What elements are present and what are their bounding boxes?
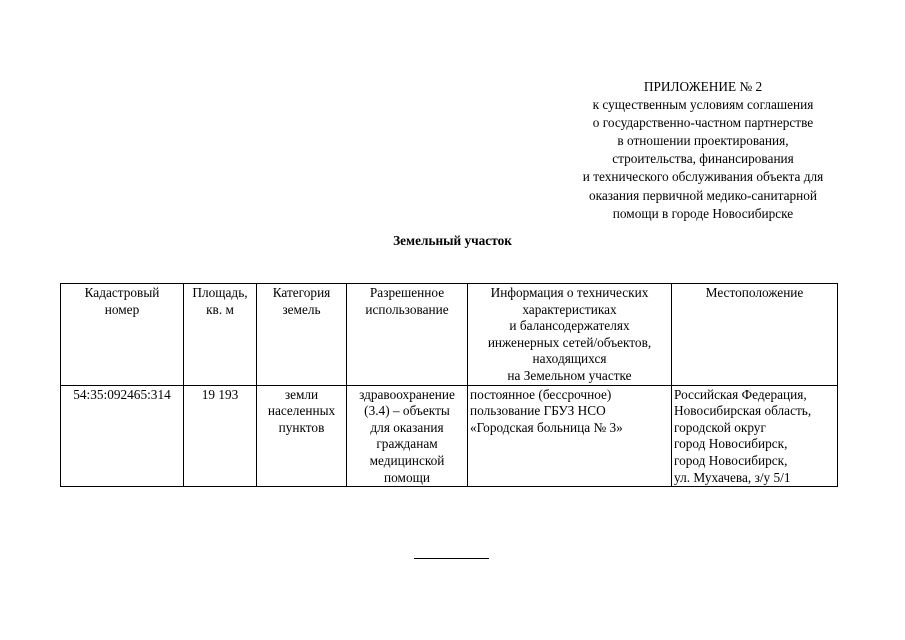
header-location: Местоположение <box>672 284 838 386</box>
appendix-line: в отношении проектирования, <box>617 133 789 149</box>
appendix-line: к существенным условиям соглашения <box>592 97 814 113</box>
header-cadastral-number: Кадастровый номер <box>61 284 184 386</box>
header-permitted-use: Разрешенное использование <box>347 284 468 386</box>
appendix-line: строительства, финансирования <box>612 151 794 167</box>
table-row <box>61 385 838 487</box>
header-area: Площадь, кв. м <box>184 284 257 386</box>
cell-area: 19 193 <box>184 385 257 487</box>
appendix-heading <box>548 78 858 223</box>
header-engineering-info: Информация о технических характеристиках и балансодержателях инженерных сетей/объектов, находящихся на Земельном участке <box>468 284 672 386</box>
appendix-line: помощи в городе Новосибирске <box>612 205 794 221</box>
cell-cadastral-number: 54:35:092465:314 <box>61 385 184 487</box>
appendix-line: о государственно-частном партнерстве <box>592 115 814 131</box>
header-land-category: Категория земель <box>257 284 347 386</box>
table-header-row <box>61 284 838 386</box>
appendix-line: и технического обслуживания объекта для <box>582 169 824 185</box>
cell-land-category: земли населенных пунктов <box>257 385 347 487</box>
appendix-line: ПРИЛОЖЕНИЕ № 2 <box>643 79 763 94</box>
cell-engineering-info: постоянное (бессрочное) пользование ГБУЗ НСО «Городская больница № 3» <box>468 385 672 487</box>
land-plot-table <box>60 283 838 487</box>
closing-rule <box>414 558 489 559</box>
appendix-line: оказания первичной медико-санитарной <box>588 187 818 203</box>
cell-permitted-use: здравоохранение (3.4) – объекты для оказания гражданам медицинской помощи <box>347 385 468 487</box>
document-title: Земельный участок <box>393 233 512 248</box>
cell-location: Российская Федерация, Новосибирская область, городской округ город Новосибирск, город Новосибирск, ул. Мухачева, з/у 5/1 <box>672 385 838 487</box>
